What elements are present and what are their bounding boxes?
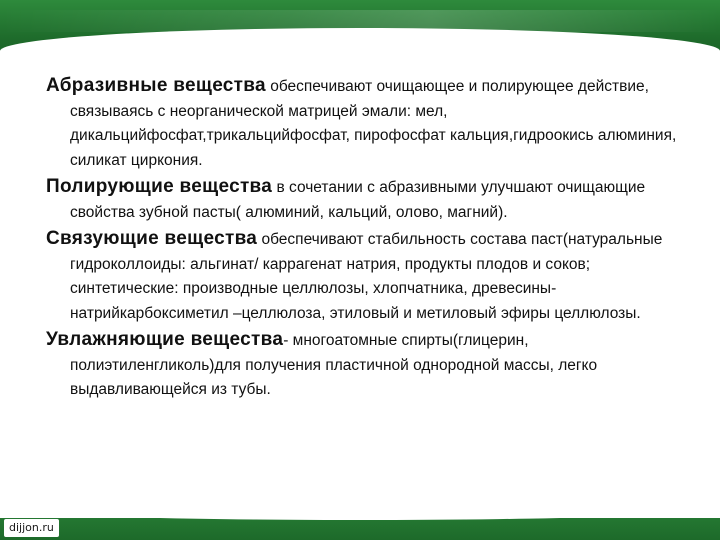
description-moisturizing: - многоатомные спирты(глицерин, полиэтиленгликоль)для получения пластичной однородной массы, легко выдавливающейся из тубы. bbox=[70, 332, 598, 398]
site-watermark: dijjon.ru bbox=[4, 519, 59, 537]
term-binding: Связующие вещества bbox=[46, 228, 258, 249]
term-abrasive: Абразивные вещества bbox=[46, 75, 266, 96]
description-abrasive: обеспечивают очищающее и полирующее действие, связываясь с неорганической матрицей эмали: мел, дикальцийфосфат,трикальцийфосфат, пирофосфат кальция,гидроокись алюминия, силикат циркония. bbox=[70, 78, 677, 169]
term-moisturizing: Увлажняющие вещества bbox=[46, 329, 284, 350]
description-polishing: в сочетании с абразивными улучшают очищающие свойства зубной пасты( алюминий, кальций, олово, магний). bbox=[70, 179, 646, 221]
description-binding: обеспечивают стабильность состава паст(натуральные гидроколлоиды: альгинат/ каррагенат натрия, продукты плодов и соков; синтетические: производные целлюлозы, хлопчатника, древесины- натрийкарбоксиметил –целлюлоза, этиловый и метиловый эфиры целлюлозы. bbox=[70, 231, 663, 322]
paragraph-moisturizing bbox=[46, 328, 686, 403]
term-polishing: Полирующие вещества bbox=[46, 176, 273, 197]
paragraph-binding bbox=[46, 227, 686, 326]
paragraph-abrasive bbox=[46, 74, 686, 173]
paragraph-polishing bbox=[46, 175, 686, 225]
slide-panel-bottom-curve bbox=[0, 470, 720, 520]
slide-content bbox=[46, 74, 686, 403]
